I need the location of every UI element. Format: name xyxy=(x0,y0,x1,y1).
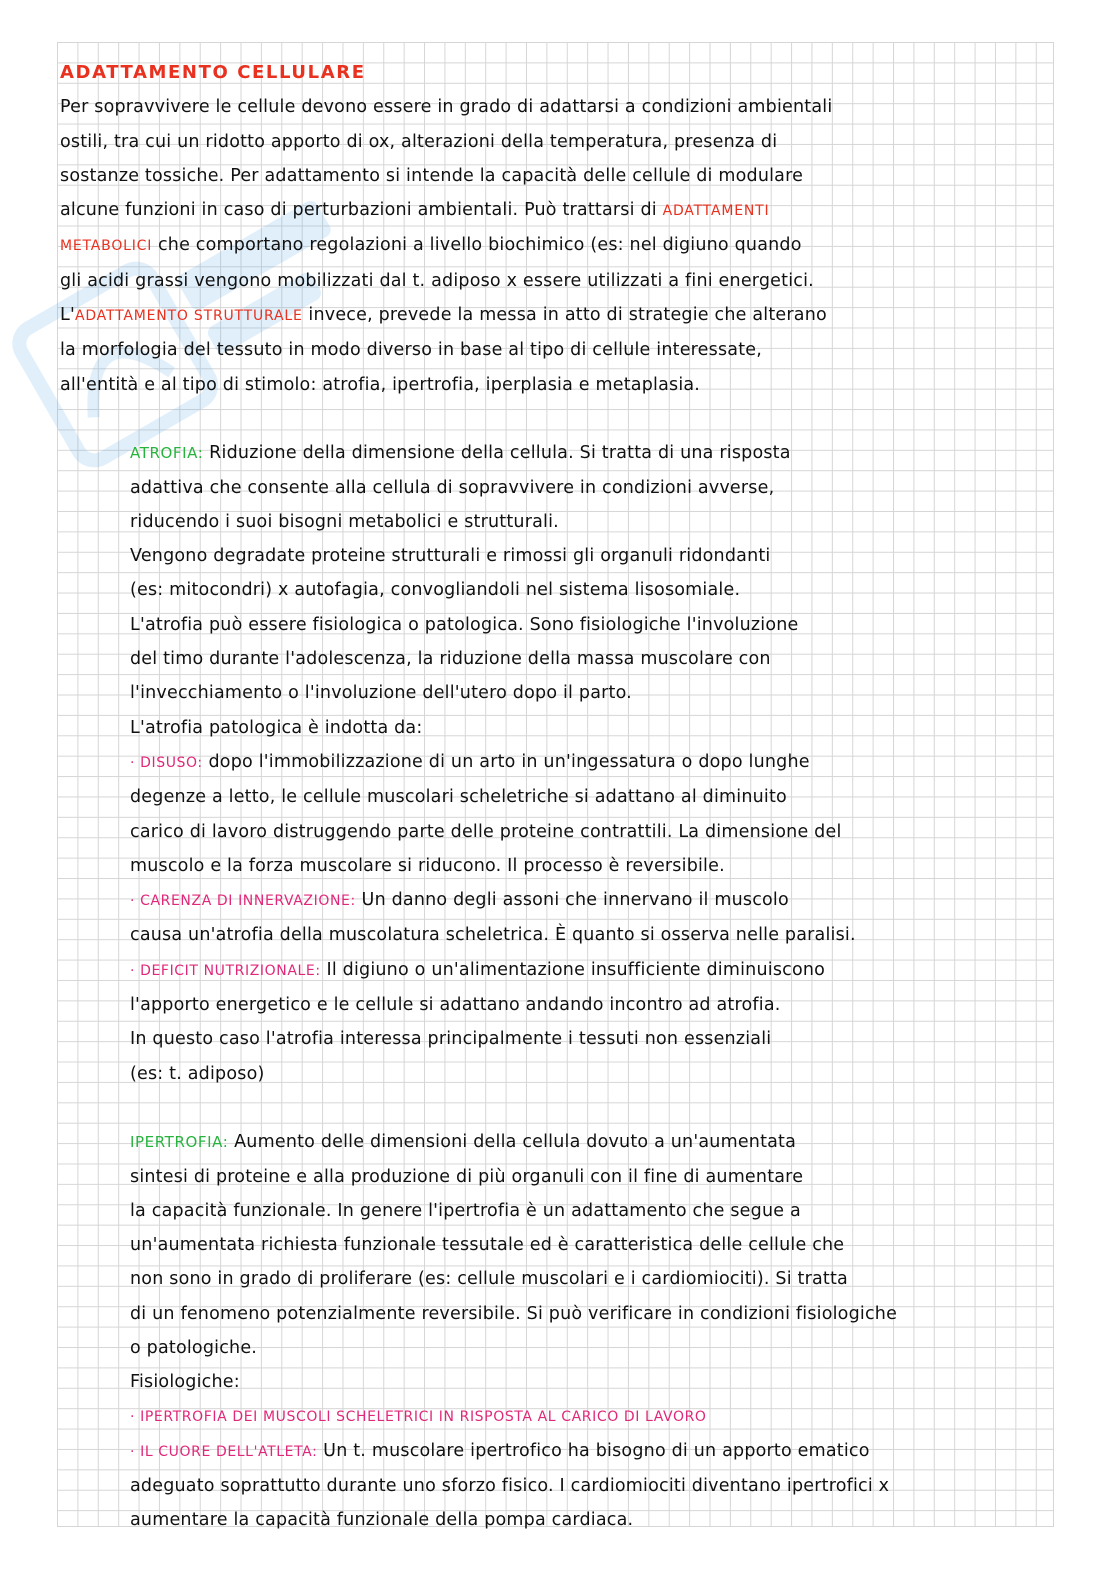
heading-atrofia: ATROFIA: xyxy=(130,444,204,463)
intro-line: alcune funzioni in caso di perturbazioni ambientali. Può trattarsi di ADATTAMENTI xyxy=(60,200,770,221)
label-deficit-nutrizionale: · DEFICIT NUTRIZIONALE: xyxy=(130,962,321,979)
label-disuso: · DISUSO: xyxy=(130,754,203,771)
term-metabolic-adaptation-cont: METABOLICI xyxy=(60,238,153,255)
intro-line: L'ADATTAMENTO STRUTTURALE invece, prevede la messa in atto di strategie che alterano xyxy=(60,305,827,326)
label-cuore-atleta: · IL CUORE DELL'ATLETA: xyxy=(130,1443,318,1460)
label-carenza-innervazione: · CARENZA DI INNERVAZIONE: xyxy=(130,893,356,910)
heading-ipertrofia: IPERTROFIA: xyxy=(130,1133,229,1152)
intro-line: sostanze tossiche. Per adattamento si intende la capacità delle cellule di modulare xyxy=(60,165,804,186)
term-structural-adaptation: ADATTAMENTO STRUTTURALE xyxy=(74,308,303,325)
section-ipertrofia: IPERTROFIA: Aumento delle dimensioni della cellula dovuto a un'aumentata sintesi di proteine e alla produzione di più organuli con il fine di aumentare la capacità funzionale. In genere l'ipertrofia è un adattamento che segue a un'aumentata richiesta funzionale tessutale ed è caratteristica delle cellule che non sono in grado di proliferare (es: cellule muscolari e i cardiomiociti). Si tratta di un fenomeno potenzialmente reversibile. Si può verificare in condizioni fisiologiche o patologiche. Fisiologiche: · IPERTROFIA DEI MUSCOLI SCHELETRICI IN RISPOSTA AL CARICO DI LAVORO · IL CUORE DELL'ATLETA: Un t. muscolare ipertrofico ha bisogno di un apporto ematico adeguato soprattutto durante uno sforzo fisico. I cardiomiociti diventano ipertrofici x aumentare la capacità funzionale della pompa cardiaca. xyxy=(60,1125,1050,1538)
intro-line: METABOLICI che comportano regolazioni a livello biochimico (es: nel digiuno quando xyxy=(60,235,802,256)
handwritten-notes xyxy=(60,56,1050,1538)
intro-line: la morfologia del tessuto in modo diverso in base al tipo di cellule interessate, xyxy=(60,340,762,361)
intro-line: gli acidi grassi vengono mobilizzati dal t. adiposo x essere utilizzati a fini energetici. xyxy=(60,270,814,291)
subheading-fisiologiche: Fisiologiche: xyxy=(130,1372,240,1393)
label-ipertrofia-muscoli: · IPERTROFIA DEI MUSCOLI SCHELETRICI IN RISPOSTA AL CARICO DI LAVORO xyxy=(130,1408,707,1425)
term-metabolic-adaptation: ADATTAMENTI xyxy=(662,203,770,220)
intro-line: Per sopravvivere le cellule devono essere in grado di adattarsi a condizioni ambientali xyxy=(60,97,833,118)
section-atrofia: ATROFIA: Riduzione della dimensione della cellula. Si tratta di una risposta adattiva che consente alla cellula di sopravvivere in condizioni avverse, riducendo i suoi bisogni metabolici e strutturali. Vengono degradate proteine strutturali e rimossi gli organuli ridondanti (es: mitocondri) x autofagia, convogliandoli nel sistema lisosomiale. L'atrofia può essere fisiologica o patologica. Sono fisiologiche l'involuzione del timo durante l'adolescenza, la riduzione della massa muscolare con l'invecchiamento o l'involuzione dell'utero dopo il parto. L'atrofia patologica è indotta da: · DISUSO: dopo l'immobilizzazione di un arto in un'ingessatura o dopo lunghe degenze a letto, le cellule muscolari scheletriche si adattano al diminuito carico di lavoro distruggendo parte delle proteine contrattili. La dimensione del muscolo e la forza muscolare si riducono. Il processo è reversibile. · CARENZA DI INNERVAZIONE: Un danno degli assoni che innervano il muscolo causa un'atrofia della muscolatura scheletrica. È quanto si osserva nelle paralisi. · DEFICIT NUTRIZIONALE: Il digiuno o un'alimentazione insufficiente diminuiscono l'apporto energetico e le cellule si adattano andando incontro ad atrofia. In questo caso l'atrofia interessa principalmente i tessuti non essenziali (es: t. adiposo) xyxy=(130,443,856,1084)
page-title: ADATTAMENTO CELLULARE xyxy=(60,62,366,83)
intro-line: ostili, tra cui un ridotto apporto di ox, alterazioni della temperatura, presenza di xyxy=(60,131,778,152)
intro-line: all'entità e al tipo di stimolo: atrofia, ipertrofia, iperplasia e metaplasia. xyxy=(60,374,701,395)
